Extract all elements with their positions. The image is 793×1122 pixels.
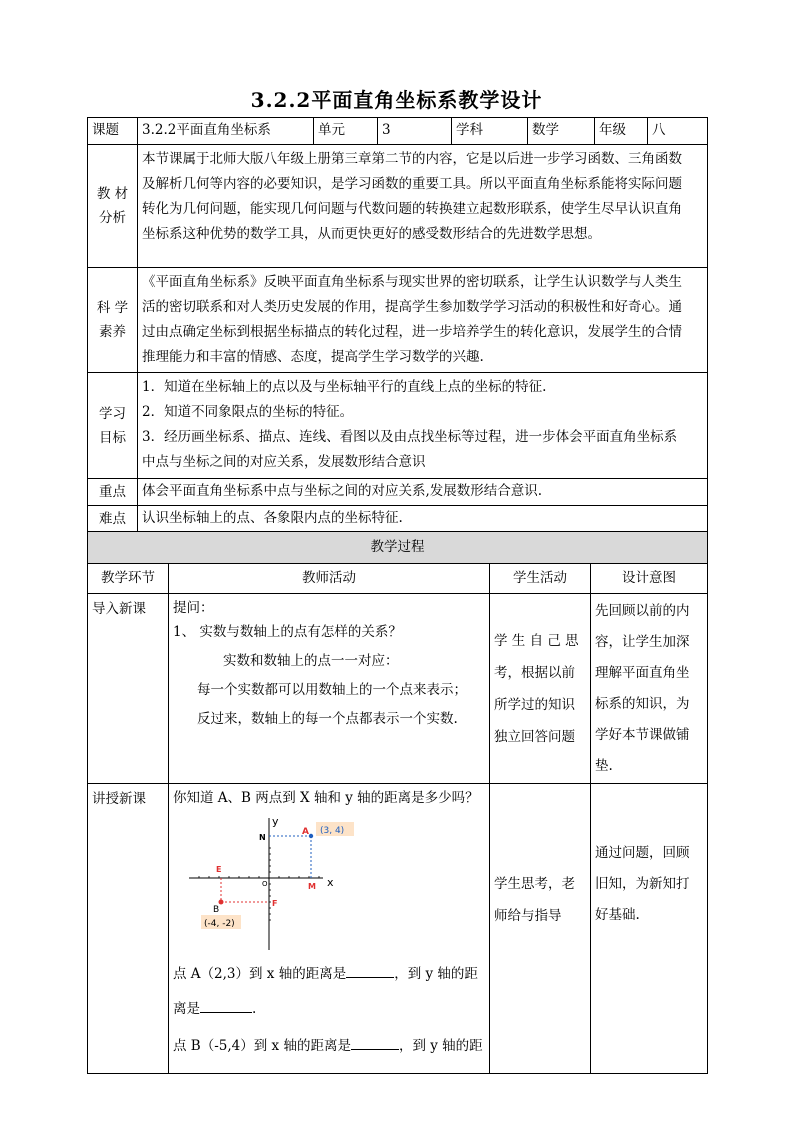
subject-value: 数学 — [528, 118, 595, 145]
teacher-activity: 你知道 A、B 两点到 X 轴和 y 轴的距离是多少吗？ (3, 4) (-4, -2) A B N M E F x y O 点 A（2,3）到 x 轴的距离是 ，到 y 轴的距 离是 . 点 B（-5,4）到 x 轴的距离是 ，到 y 轴的距 — [169, 784, 490, 1074]
stage-cell: 讲授新课 — [88, 784, 169, 1074]
process-heading: 教学过程 — [88, 532, 708, 564]
column-header: 设计意图 — [591, 564, 708, 594]
coordinate-graph — [173, 816, 373, 956]
answer-blank[interactable] — [346, 963, 394, 978]
grade-value: 八 — [648, 118, 708, 145]
unit-value: 3 — [378, 118, 452, 145]
point-a-label: A — [302, 827, 309, 837]
column-header: 学生活动 — [490, 564, 591, 594]
section-label: 难点 — [88, 506, 138, 533]
student-activity: 学生思考，老 师给与指导 — [490, 784, 591, 1074]
point-b-coord: (-4, -2) — [204, 919, 235, 929]
section-label: 科 学 素养 — [88, 268, 138, 373]
section-label: 学习 目标 — [88, 373, 138, 479]
point-b-marker — [219, 900, 224, 905]
info-table — [87, 117, 708, 533]
label-e: E — [216, 865, 222, 874]
topic-value: 3.2.2平面直角坐标系 — [138, 118, 314, 145]
process-table — [87, 531, 708, 1074]
section-content: 体会平面直角坐标系中点与坐标之间的对应关系,发展数形结合意识. — [138, 479, 708, 506]
subject-label: 学科 — [452, 118, 528, 145]
stage-cell: 导入新课 — [88, 594, 169, 784]
design-intent: 通过问题，回顾 旧知，为新知打 好基础. — [591, 784, 708, 1074]
topic-label: 课题 — [88, 118, 138, 145]
section-content: 《平面直角坐标系》反映平面直角坐标系与现实世界的密切联系，让学生认识数学与人类生 活的密切联系和对人类历史发展的作用，提高学生参加数学学习活动的积极性和好奇心。通 过由点确定坐标到根据坐标描点的转化过程，进一步培养学生的转化意识，发展学生的合情 推理能力和丰富的情感、态度，提高学生学习数学的兴趣. — [138, 268, 708, 373]
student-activity: 学 生 自 己 思 考，根据以前 所学过的知识 独立回答问题 — [490, 594, 591, 784]
grade-label: 年级 — [595, 118, 648, 145]
section-content: 本节课属于北师大版八年级上册第三章第二节的内容，它是以后进一步学习函数、三角函数 及解析几何等内容的必要知识，是学习函数的重要工具。所以平面直角坐标系能将实际问题 转化为几何问题，能实现几何问题与代数问题的转换建立起数形联系，使学生尽早认识直角 坐标系这种优势的数学工具，从而更快更好的感受数形结合的先进数学思想。 — [138, 145, 708, 268]
label-m: M — [308, 882, 316, 891]
label-n: N — [259, 833, 266, 842]
design-intent: 先回顾以前的内 容，让学生加深 理解平面直角坐 标系的知识，为 学好本节课做铺 垫. — [591, 594, 708, 784]
answer-blank[interactable] — [200, 998, 252, 1013]
section-row — [88, 479, 708, 506]
answer-blank[interactable] — [351, 1035, 399, 1050]
section-row — [88, 373, 708, 479]
section-row — [88, 506, 708, 533]
teacher-activity: 提问： 1、 实数与数轴上的点有怎样的关系？ 实数和数轴上的点一一对应： 每一个实数都可以用数轴上的一个点来表示； 反过来，数轴上的每一个点都表示一个实数. — [169, 594, 490, 784]
point-a-marker — [309, 834, 313, 838]
section-row — [88, 268, 708, 373]
axis-label-y: y — [272, 816, 279, 828]
section-row — [88, 145, 708, 268]
section-label: 重点 — [88, 479, 138, 506]
column-header: 教师活动 — [169, 564, 490, 594]
point-b-label: B — [213, 905, 220, 915]
point-a-coord: (3, 4) — [320, 826, 345, 836]
section-content: 认识坐标轴上的点、各象限内点的坐标特征. — [138, 506, 708, 533]
axis-label-x: x — [327, 876, 334, 889]
origin-label: O — [262, 880, 268, 888]
section-content: 1．知道在坐标轴上的点以及与坐标轴平行的直线上点的坐标的特征. 2．知道不同象限点的坐标的特征。 3．经历画坐标系、描点、连线、看图以及由点找坐标等过程，进一步体会平面直角坐标系 中点与坐标之间的对应关系，发展数形结合意识 — [138, 373, 708, 479]
unit-label: 单元 — [314, 118, 378, 145]
table-row — [88, 594, 708, 784]
table-row — [88, 784, 708, 1074]
column-header: 教学环节 — [88, 564, 169, 594]
section-label: 教 材 分析 — [88, 145, 138, 268]
document-title: 3.2.2平面直角坐标系教学设计 — [250, 88, 543, 112]
label-f: F — [272, 899, 278, 908]
